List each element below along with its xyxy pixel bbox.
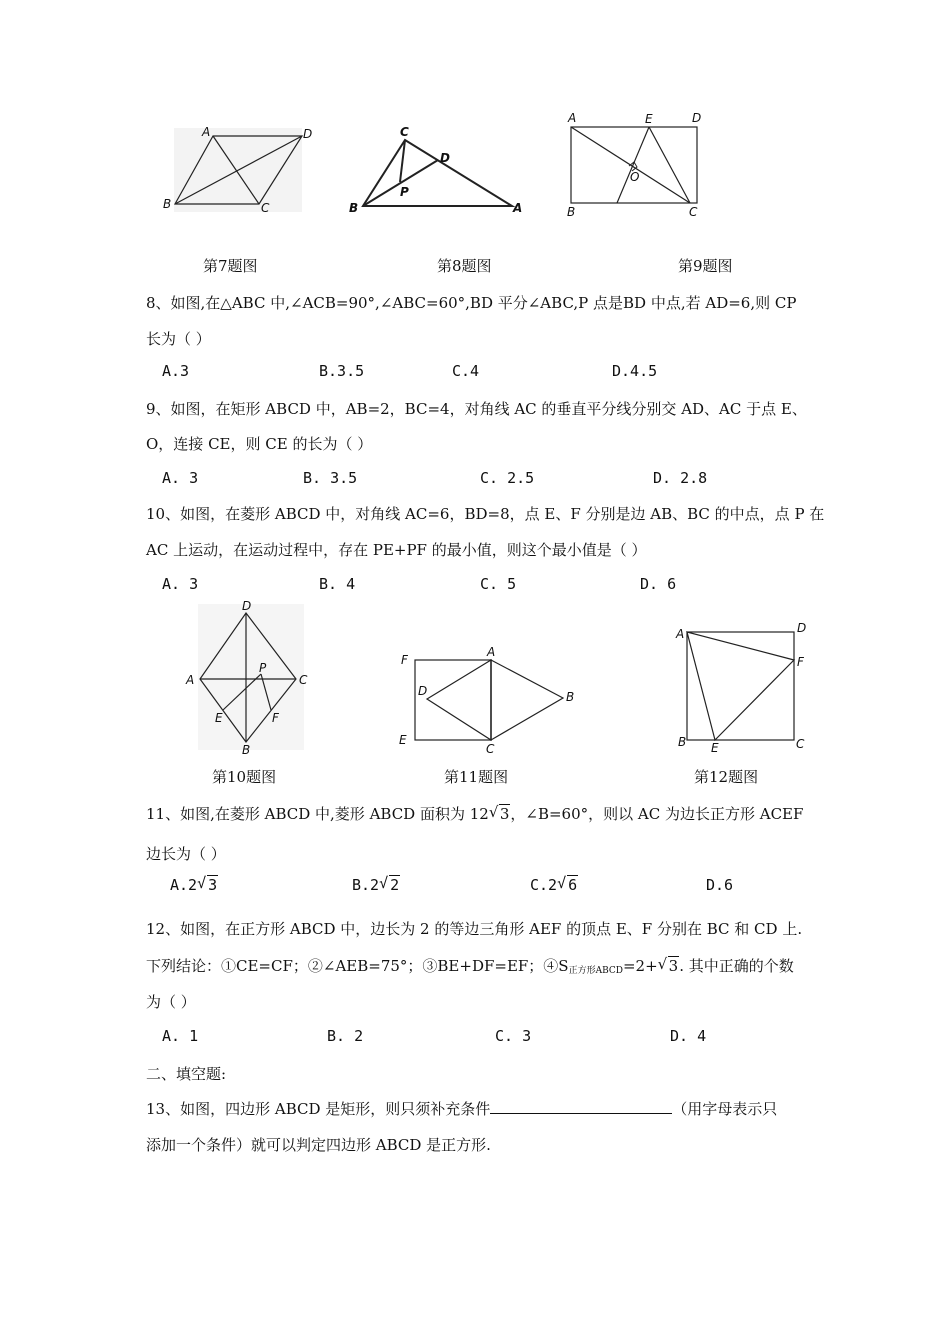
fig12-label-d: D (797, 621, 807, 635)
figure-12 (670, 618, 820, 758)
question-12-option-a: A. 1 (162, 1027, 199, 1045)
fig11-label-a: A (487, 645, 496, 659)
sqrt-expression: √ 3 (197, 874, 218, 894)
fig8-label-c: C (400, 125, 409, 139)
question-8-option-d: D.4.5 (612, 362, 658, 380)
fig11-label-c: C (486, 742, 495, 756)
question-11-option-c (530, 876, 578, 894)
question-11-option-b (352, 876, 400, 894)
figure-11-caption: 第11题图 (444, 768, 509, 786)
fig8-label-p: P (400, 185, 409, 199)
figure-10-diagram (180, 600, 320, 755)
fig9-label-e: E (645, 112, 653, 126)
question-9-option-a: A. 3 (162, 469, 199, 487)
fig9-label-b: B (567, 205, 576, 219)
figure-7-diagram (160, 120, 320, 220)
fig12-label-b: B (678, 735, 687, 749)
fig10-label-a: A (186, 673, 195, 687)
question-10-option-d: D. 6 (640, 575, 677, 593)
sqrt-expression: √ 3 (488, 803, 510, 823)
fig10-label-b: B (242, 743, 251, 757)
section-heading: 二、填空题: (146, 1065, 227, 1083)
equals-two-plus: =2+ (622, 957, 658, 975)
fig9-label-c: C (689, 205, 698, 219)
fig11-label-d: D (418, 684, 428, 698)
question-9-stem-cont: O，连接 CE，则 CE 的长为（ ） (146, 435, 373, 453)
sqrt-radicand: 3 (668, 957, 679, 975)
question-8-stem: 8、如图,在△ABC 中,∠ACB=90°,∠ABC=60°,BD 平分∠ABC,P 点是BD 中点,若 AD=6,则 CP (146, 294, 797, 312)
fig7-label-b: B (163, 197, 172, 211)
figure-9-diagram (560, 110, 710, 225)
figure-7-caption: 第7题图 (203, 257, 258, 275)
question-12-conclusions: 下列结论：①CE=CF；②∠AEB=75°；③BE+DF=EF；④S (146, 957, 569, 975)
question-8-option-b: B.3.5 (319, 362, 365, 380)
question-10-option-b: B. 4 (319, 575, 356, 593)
figure-7 (160, 120, 320, 220)
question-12-option-b: B. 2 (327, 1027, 364, 1045)
fig8-label-b: B (349, 201, 359, 215)
figure-10 (180, 600, 320, 755)
question-8-option-c: C.4 (452, 362, 480, 380)
figure-9 (560, 110, 710, 225)
question-10-stem: 10、如图，在菱形 ABCD 中，对角线 AC=6，BD=8，点 E、F 分别是边 AB、BC 的中点，点 P 在 (146, 505, 825, 523)
fig9-label-o: O (630, 170, 640, 184)
sqrt-expression: √ 6 (557, 874, 578, 894)
question-8-option-a: A.3 (162, 362, 190, 380)
fig7-label-a: A (202, 125, 211, 139)
fig12-label-a: A (676, 627, 685, 641)
question-11-option-d (706, 876, 733, 894)
question-9-option-b: B. 3.5 (303, 469, 358, 487)
fig10-label-f: F (272, 711, 279, 725)
figure-8-caption: 第8题图 (437, 257, 492, 275)
question-9-option-c: C. 2.5 (480, 469, 535, 487)
fig7-label-c: C (261, 201, 270, 215)
fig7-label-d: D (303, 127, 313, 141)
sqrt-expression: √ 2 (379, 874, 400, 894)
question-11-stem (146, 803, 803, 824)
question-12-option-d: D. 4 (670, 1027, 707, 1045)
fig8-label-a: A (513, 201, 523, 215)
question-11-stem-post: ，∠B=60°，则以 AC 为边长正方形 ACEF (510, 805, 804, 823)
fig9-label-d: D (692, 111, 702, 125)
fig11-label-e: E (399, 733, 407, 747)
question-12-stem: 12、如图，在正方形 ABCD 中，边长为 2 的等边三角形 AEF 的顶点 E、F 分别在 BC 和 CD 上. (146, 920, 803, 938)
figure-11-diagram (390, 638, 590, 758)
question-10-option-a: A. 3 (162, 575, 199, 593)
question-12-option-c: C. 3 (495, 1027, 532, 1045)
question-10-option-c: C. 5 (480, 575, 517, 593)
fig10-label-e: E (215, 711, 223, 725)
question-8-stem-cont: 长为（ ） (146, 330, 211, 348)
question-10-stem-cont: AC 上运动，在运动过程中，存在 PE+PF 的最小值，则这个最小值是（ ） (146, 541, 647, 559)
option-prefix: C.2 (530, 876, 558, 894)
fig9-label-a: A (568, 111, 577, 125)
answer-blank[interactable] (490, 1099, 672, 1114)
question-11-stem-cont: 边长为（ ） (146, 845, 226, 863)
fig11-label-b: B (566, 690, 575, 704)
option-prefix: D.6 (706, 876, 734, 894)
sqrt-radicand: 2 (390, 876, 400, 894)
option-prefix: A.2 (170, 876, 198, 894)
fig10-label-c: C (299, 673, 308, 687)
fig8-label-d: D (440, 151, 450, 165)
question-13-stem (146, 1098, 777, 1119)
fig10-label-d: D (242, 599, 252, 613)
question-9-stem: 9、如图，在矩形 ABCD 中，AB=2，BC=4，对角线 AC 的垂直平分线分别交 AD、AC 于点 E、 (146, 400, 807, 418)
fig12-label-e: E (711, 741, 719, 755)
fig12-label-f: F (797, 655, 804, 669)
figure-10-caption: 第10题图 (212, 768, 277, 786)
figure-12-caption: 第12题图 (694, 768, 759, 786)
option-prefix: B.2 (352, 876, 380, 894)
square-area-subscript: 正方形ABCD (568, 966, 623, 976)
figure-8-diagram (345, 120, 530, 220)
question-13-stem-pre: 13、如图，四边形 ABCD 是矩形，则只须补充条件 (146, 1100, 491, 1118)
sqrt-radicand: 6 (568, 876, 578, 894)
question-12-stem-end: 为（ ） (146, 993, 196, 1011)
figure-8 (345, 120, 530, 220)
sqrt-radicand: 3 (208, 876, 218, 894)
question-11-stem-pre: 11、如图,在菱形 ABCD 中,菱形 ABCD 面积为 12 (146, 805, 489, 823)
question-12-stem-cont (146, 955, 794, 976)
fig11-label-f: F (401, 653, 408, 667)
question-13-stem-post: （用字母表示只 (672, 1100, 778, 1118)
question-13-stem-cont: 添加一个条件）就可以判定四边形 ABCD 是正方形. (146, 1136, 491, 1154)
question-12-stem-tail: . 其中正确的个数 (679, 957, 794, 975)
question-9-option-d: D. 2.8 (653, 469, 708, 487)
fig12-label-c: C (796, 737, 805, 751)
question-11-option-a (170, 876, 218, 894)
fig10-label-p: P (259, 661, 267, 675)
sqrt-radicand: 3 (499, 805, 510, 823)
figure-12-diagram (670, 618, 820, 758)
figure-9-caption: 第9题图 (678, 257, 733, 275)
sqrt-expression: √ 3 (657, 955, 679, 975)
figure-11 (390, 638, 590, 758)
